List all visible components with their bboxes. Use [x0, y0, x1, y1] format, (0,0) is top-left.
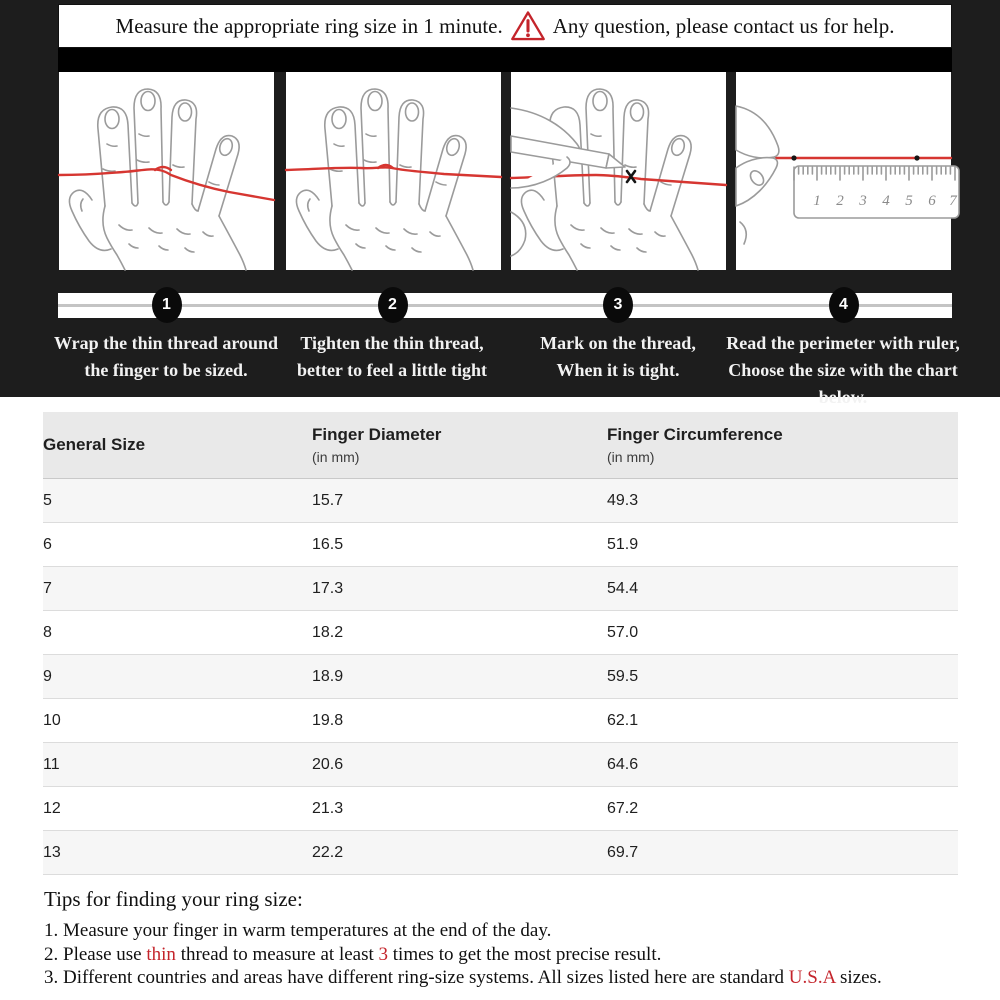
- table-row: [43, 567, 958, 611]
- table-row: [43, 655, 958, 699]
- cell-diameter: 17.3: [312, 567, 607, 611]
- table-row: [43, 523, 958, 567]
- banner-text-after: Any question, please contact us for help.: [552, 13, 895, 38]
- cell-circumference: 59.5: [607, 655, 958, 699]
- banner-text-before: Measure the appropriate ring size in 1 minute.: [115, 13, 503, 38]
- table-row: [43, 479, 958, 523]
- tips-section: [44, 887, 882, 990]
- tip-item-1: 1. Measure your finger in warm temperatures at the end of the day.: [44, 920, 552, 941]
- cell-circumference: 51.9: [607, 523, 958, 567]
- cell-diameter: 22.2: [312, 831, 607, 875]
- table-row: [43, 787, 958, 831]
- cell-diameter: 18.2: [312, 611, 607, 655]
- table-header-row: [43, 412, 958, 479]
- cell-size: 11: [43, 743, 312, 787]
- thread-mark-dot: [914, 155, 919, 160]
- warning-triangle-icon: [510, 9, 546, 43]
- ruler-number: 1: [813, 193, 821, 209]
- step-panel-4: [736, 72, 957, 270]
- cell-size: 6: [43, 523, 312, 567]
- ruler-measure-illustration: [736, 72, 957, 270]
- tip-item-2: 2. Please use thin thread to measure at least 3 times to get the most precise result.: [44, 943, 662, 965]
- cell-diameter: 19.8: [312, 699, 607, 743]
- cell-size: 8: [43, 611, 312, 655]
- step-caption-1: Wrap the thin thread around the finger to be sized.: [53, 333, 279, 380]
- cell-diameter: 18.9: [312, 655, 607, 699]
- banner: [58, 4, 952, 48]
- ruler-number: 7: [949, 193, 957, 209]
- table-row: [43, 831, 958, 875]
- cell-size: 13: [43, 831, 312, 875]
- ruler-number: 3: [859, 193, 867, 209]
- step-circle-1: 1: [152, 287, 182, 323]
- cell-circumference: 69.7: [607, 831, 958, 875]
- ruler-number: 5: [905, 193, 913, 209]
- cell-diameter: 15.7: [312, 479, 607, 523]
- tips-title: Tips for finding your ring size:: [44, 887, 303, 911]
- step-caption-3: Mark on the thread, When it is tight.: [540, 333, 696, 380]
- tip-item-3: 3. Different countries and areas have different ring-size systems. All sizes listed here are standard U.S.A sizes.: [44, 967, 882, 988]
- step-progress-bar: [58, 293, 952, 318]
- table-row: [43, 699, 958, 743]
- step-progress-line: [58, 304, 952, 307]
- cell-size: 12: [43, 787, 312, 831]
- hand-thread-wrap-illustration: [59, 72, 274, 270]
- step-panel-1: [59, 72, 274, 270]
- cell-circumference: 54.4: [607, 567, 958, 611]
- pinching-finger: [736, 106, 779, 158]
- ring-size-table: [43, 412, 958, 875]
- ruler-number: 4: [882, 193, 890, 209]
- cell-circumference: 62.1: [607, 699, 958, 743]
- cell-circumference: 57.0: [607, 611, 958, 655]
- step-circle-4: 4: [829, 287, 859, 323]
- step-caption-2: Tighten the thin thread, better to feel a little tight: [296, 333, 488, 380]
- step-circle-2: 2: [378, 287, 408, 323]
- header-finger-diameter: Finger Diameter (in mm): [312, 412, 607, 479]
- step-panel-3: [511, 72, 726, 270]
- cell-circumference: 64.6: [607, 743, 958, 787]
- step-circle-3: 3: [603, 287, 633, 323]
- cell-circumference: 67.2: [607, 787, 958, 831]
- banner-shadow-band: [58, 48, 952, 72]
- header-finger-circumference: Finger Circumference (in mm): [607, 412, 958, 479]
- cell-diameter: 20.6: [312, 743, 607, 787]
- cell-diameter: 16.5: [312, 523, 607, 567]
- step-caption-4: Read the perimeter with ruler, Choose the size with the chart below.: [726, 333, 960, 407]
- cell-size: 9: [43, 655, 312, 699]
- cell-size: 7: [43, 567, 312, 611]
- thread-mark-dot: [791, 155, 796, 160]
- cell-size: 10: [43, 699, 312, 743]
- cell-size: 5: [43, 479, 312, 523]
- ruler-number: 2: [836, 193, 844, 209]
- instructions-section: [0, 0, 1000, 407]
- hand-thread-tighten-illustration: [286, 72, 501, 270]
- hand-thread-mark-illustration: [511, 72, 726, 270]
- cell-diameter: 21.3: [312, 787, 607, 831]
- header-general-size: General Size: [43, 412, 312, 479]
- step-panel-2: [286, 72, 501, 270]
- table-row: [43, 611, 958, 655]
- table-row: [43, 743, 958, 787]
- cell-circumference: 49.3: [607, 479, 958, 523]
- ruler-number: 6: [928, 193, 936, 209]
